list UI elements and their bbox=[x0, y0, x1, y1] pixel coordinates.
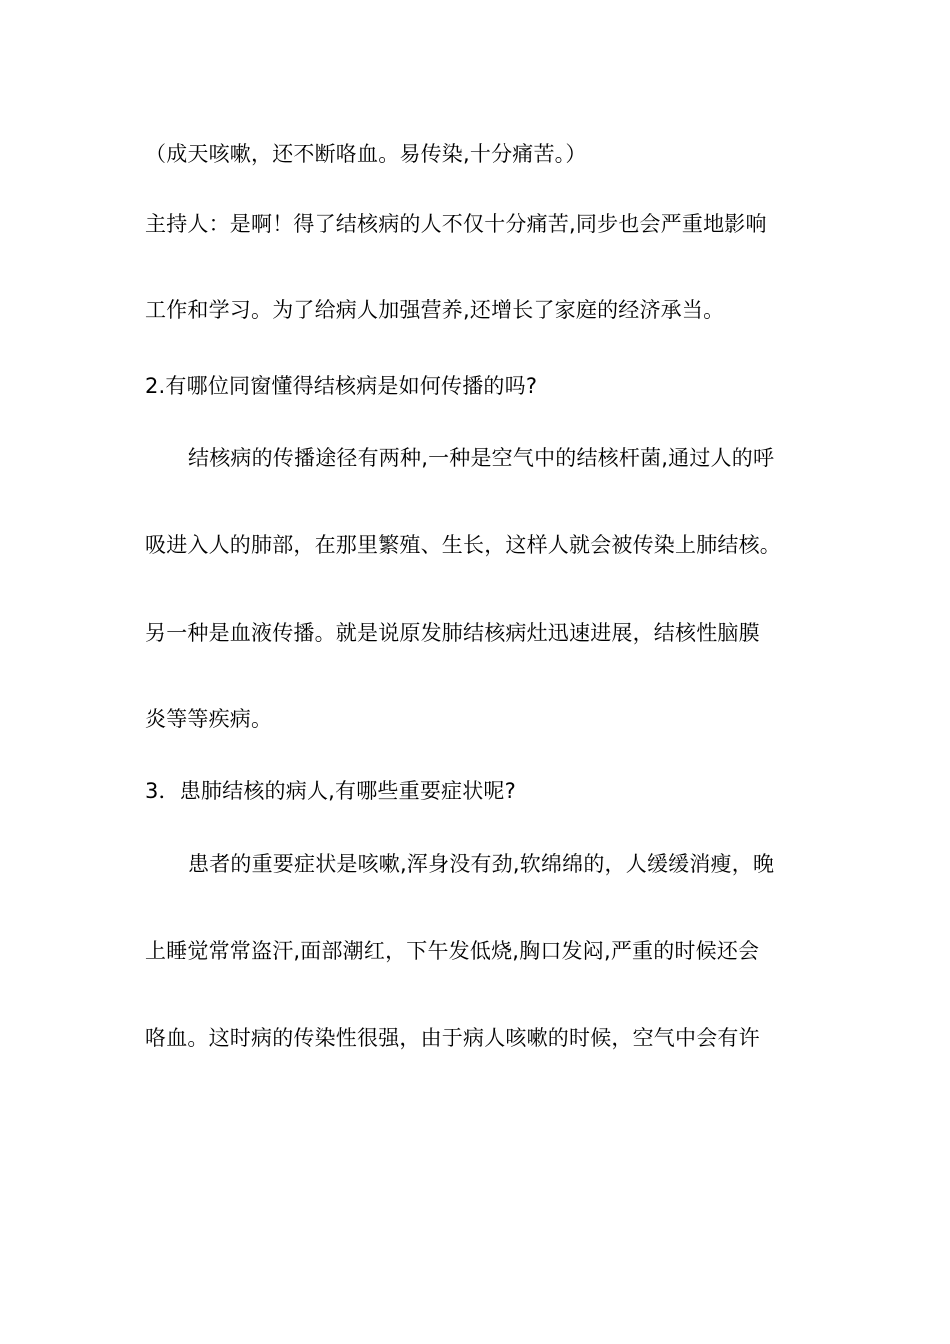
text-line: 主持人：是啊！得了结核病的人不仅十分痛苦,同步也会严重地影响 bbox=[145, 212, 767, 236]
text-line: 咯血。这时病的传染性很强，由于病人咳嗽的时候，空气中会有许 bbox=[145, 1026, 760, 1050]
text-line: 吸进入人的肺部，在那里繁殖、生长，这样人就会被传染上肺结核。 bbox=[145, 533, 781, 557]
text-line: 患者的重要症状是咳嗽,浑身没有劲,软绵绵的，人缓缓消瘦，晚 bbox=[188, 852, 775, 876]
question-heading: 2.有哪位同窗懂得结核病是如何传播的吗? bbox=[145, 374, 538, 398]
text-line: 工作和学习。为了给病人加强营养,还增长了家庭的经济承当。 bbox=[145, 298, 725, 322]
text-line: 上睡觉常常盗汗,面部潮红，下午发低烧,胸口发闷,严重的时候还会 bbox=[145, 939, 760, 963]
text-line: 另一种是血液传播。就是说原发肺结核病灶迅速进展，结核性脑膜 bbox=[145, 621, 760, 645]
text-line: （成天咳嗽，还不断咯血。易传染,十分痛苦。） bbox=[145, 142, 587, 166]
text-line: 结核病的传播途径有两种,一种是空气中的结核杆菌,通过人的呼 bbox=[188, 446, 775, 470]
text-line: 炎等等疾病。 bbox=[145, 707, 273, 731]
question-heading: 3．患肺结核的病人,有哪些重要症状呢? bbox=[145, 779, 516, 803]
